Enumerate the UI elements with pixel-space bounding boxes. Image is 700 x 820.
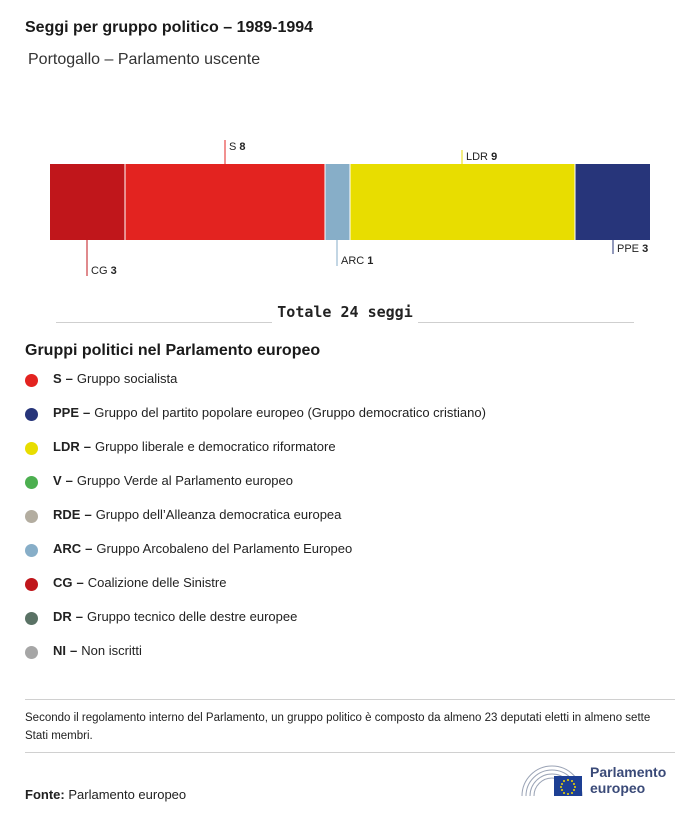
logo-line1: Parlamento	[590, 764, 667, 780]
source-label: Fonte:	[25, 787, 65, 802]
data-label-category: CG	[91, 265, 111, 277]
legend-separator: –	[75, 609, 84, 624]
bar-segment-ldr	[350, 164, 575, 240]
legend-abbr: RDE	[53, 507, 81, 522]
bar-segment-arc	[325, 164, 350, 240]
data-label-category: S	[229, 141, 240, 153]
data-label-category: PPE	[617, 243, 643, 255]
source	[25, 787, 186, 802]
legend-label: Gruppo del partito popolare europeo (Gruppo democratico cristiano)	[94, 405, 486, 420]
legend-dot	[25, 544, 38, 557]
legend	[25, 371, 486, 677]
legend-abbr: V	[53, 473, 62, 488]
footnote: Secondo il regolamento interno del Parlamento, un gruppo politico è composto da almeno 23 deputati eletti in almeno sette Stati membri.	[25, 712, 651, 742]
data-label-category: LDR	[466, 151, 492, 163]
legend-dot	[25, 510, 38, 523]
bar-segment-ppe	[575, 164, 650, 240]
legend-label: Coalizione delle Sinistre	[87, 575, 227, 590]
legend-title: Gruppi politici nel Parlamento europeo	[25, 342, 321, 359]
legend-label: Non iscritti	[81, 643, 142, 658]
legend-separator: –	[84, 507, 92, 522]
legend-separator: –	[83, 405, 91, 420]
legend-dot	[25, 578, 38, 591]
divider-line	[56, 322, 272, 323]
legend-abbr: PPE	[53, 405, 80, 420]
divider	[25, 699, 675, 700]
divider-line	[418, 322, 634, 323]
source-value: Parlamento europeo	[68, 787, 187, 802]
total-seats	[56, 300, 634, 342]
data-label-arc	[341, 255, 373, 267]
legend-label: Gruppo liberale e democratico riformatore	[94, 439, 336, 454]
legend-separator: –	[76, 575, 84, 590]
legend-abbr: LDR	[53, 439, 80, 454]
legend-separator: –	[65, 371, 73, 386]
data-label-s	[229, 141, 246, 153]
legend-separator: –	[83, 439, 91, 454]
legend-separator: –	[70, 643, 78, 658]
legend-dot	[25, 374, 38, 387]
data-label-value: 3	[110, 265, 117, 277]
bar-segment-cg	[50, 164, 125, 240]
data-label-value: 8	[239, 141, 246, 153]
legend-item	[25, 439, 486, 473]
legend-abbr: CG	[53, 575, 73, 590]
legend-label: Gruppo Arcobaleno del Parlamento Europeo	[96, 541, 353, 556]
legend-item	[25, 575, 486, 609]
data-label-ppe	[617, 243, 648, 255]
legend-label: Gruppo socialista	[76, 371, 178, 386]
legend-label: Gruppo Verde al Parlamento europeo	[76, 473, 293, 488]
legend-item	[25, 643, 486, 677]
parliament-hemicycle-icon	[520, 762, 584, 798]
legend-separator: –	[65, 473, 73, 488]
legend-dot	[25, 612, 38, 625]
total-label: Totale 24 seggi	[277, 303, 413, 321]
legend-item	[25, 541, 486, 575]
legend-abbr: DR	[53, 609, 72, 624]
chart-subtitle: Portogallo – Parlamento uscente	[28, 51, 261, 68]
legend-item	[25, 609, 486, 643]
data-label-value: 3	[642, 243, 649, 255]
chart-title: Seggi per gruppo politico – 1989-1994	[25, 19, 314, 36]
legend-abbr: S	[53, 371, 62, 386]
legend-dot	[25, 442, 38, 455]
data-label-value: 9	[491, 151, 498, 163]
legend-label: Gruppo tecnico delle destre europee	[87, 609, 298, 624]
legend-abbr: NI	[53, 643, 66, 658]
legend-item	[25, 473, 486, 507]
legend-label: Gruppo dell’Alleanza democratica europea	[95, 507, 342, 522]
legend-abbr: ARC	[53, 541, 82, 556]
logo-text	[590, 764, 666, 796]
data-label-cg	[91, 265, 117, 277]
data-label-value: 1	[367, 255, 374, 267]
legend-dot	[25, 408, 38, 421]
seats-bar-chart	[0, 130, 700, 290]
legend-item	[25, 405, 486, 439]
legend-dot	[25, 476, 38, 489]
legend-dot	[25, 646, 38, 659]
logo-line2: europeo	[590, 780, 646, 796]
bar-segment-s	[125, 164, 325, 240]
divider	[25, 752, 675, 753]
legend-item	[25, 371, 486, 405]
legend-item	[25, 507, 486, 541]
legend-separator: –	[85, 541, 93, 556]
ep-logo	[520, 762, 666, 798]
data-label-ldr	[466, 151, 497, 163]
data-label-category: ARC	[341, 255, 368, 267]
